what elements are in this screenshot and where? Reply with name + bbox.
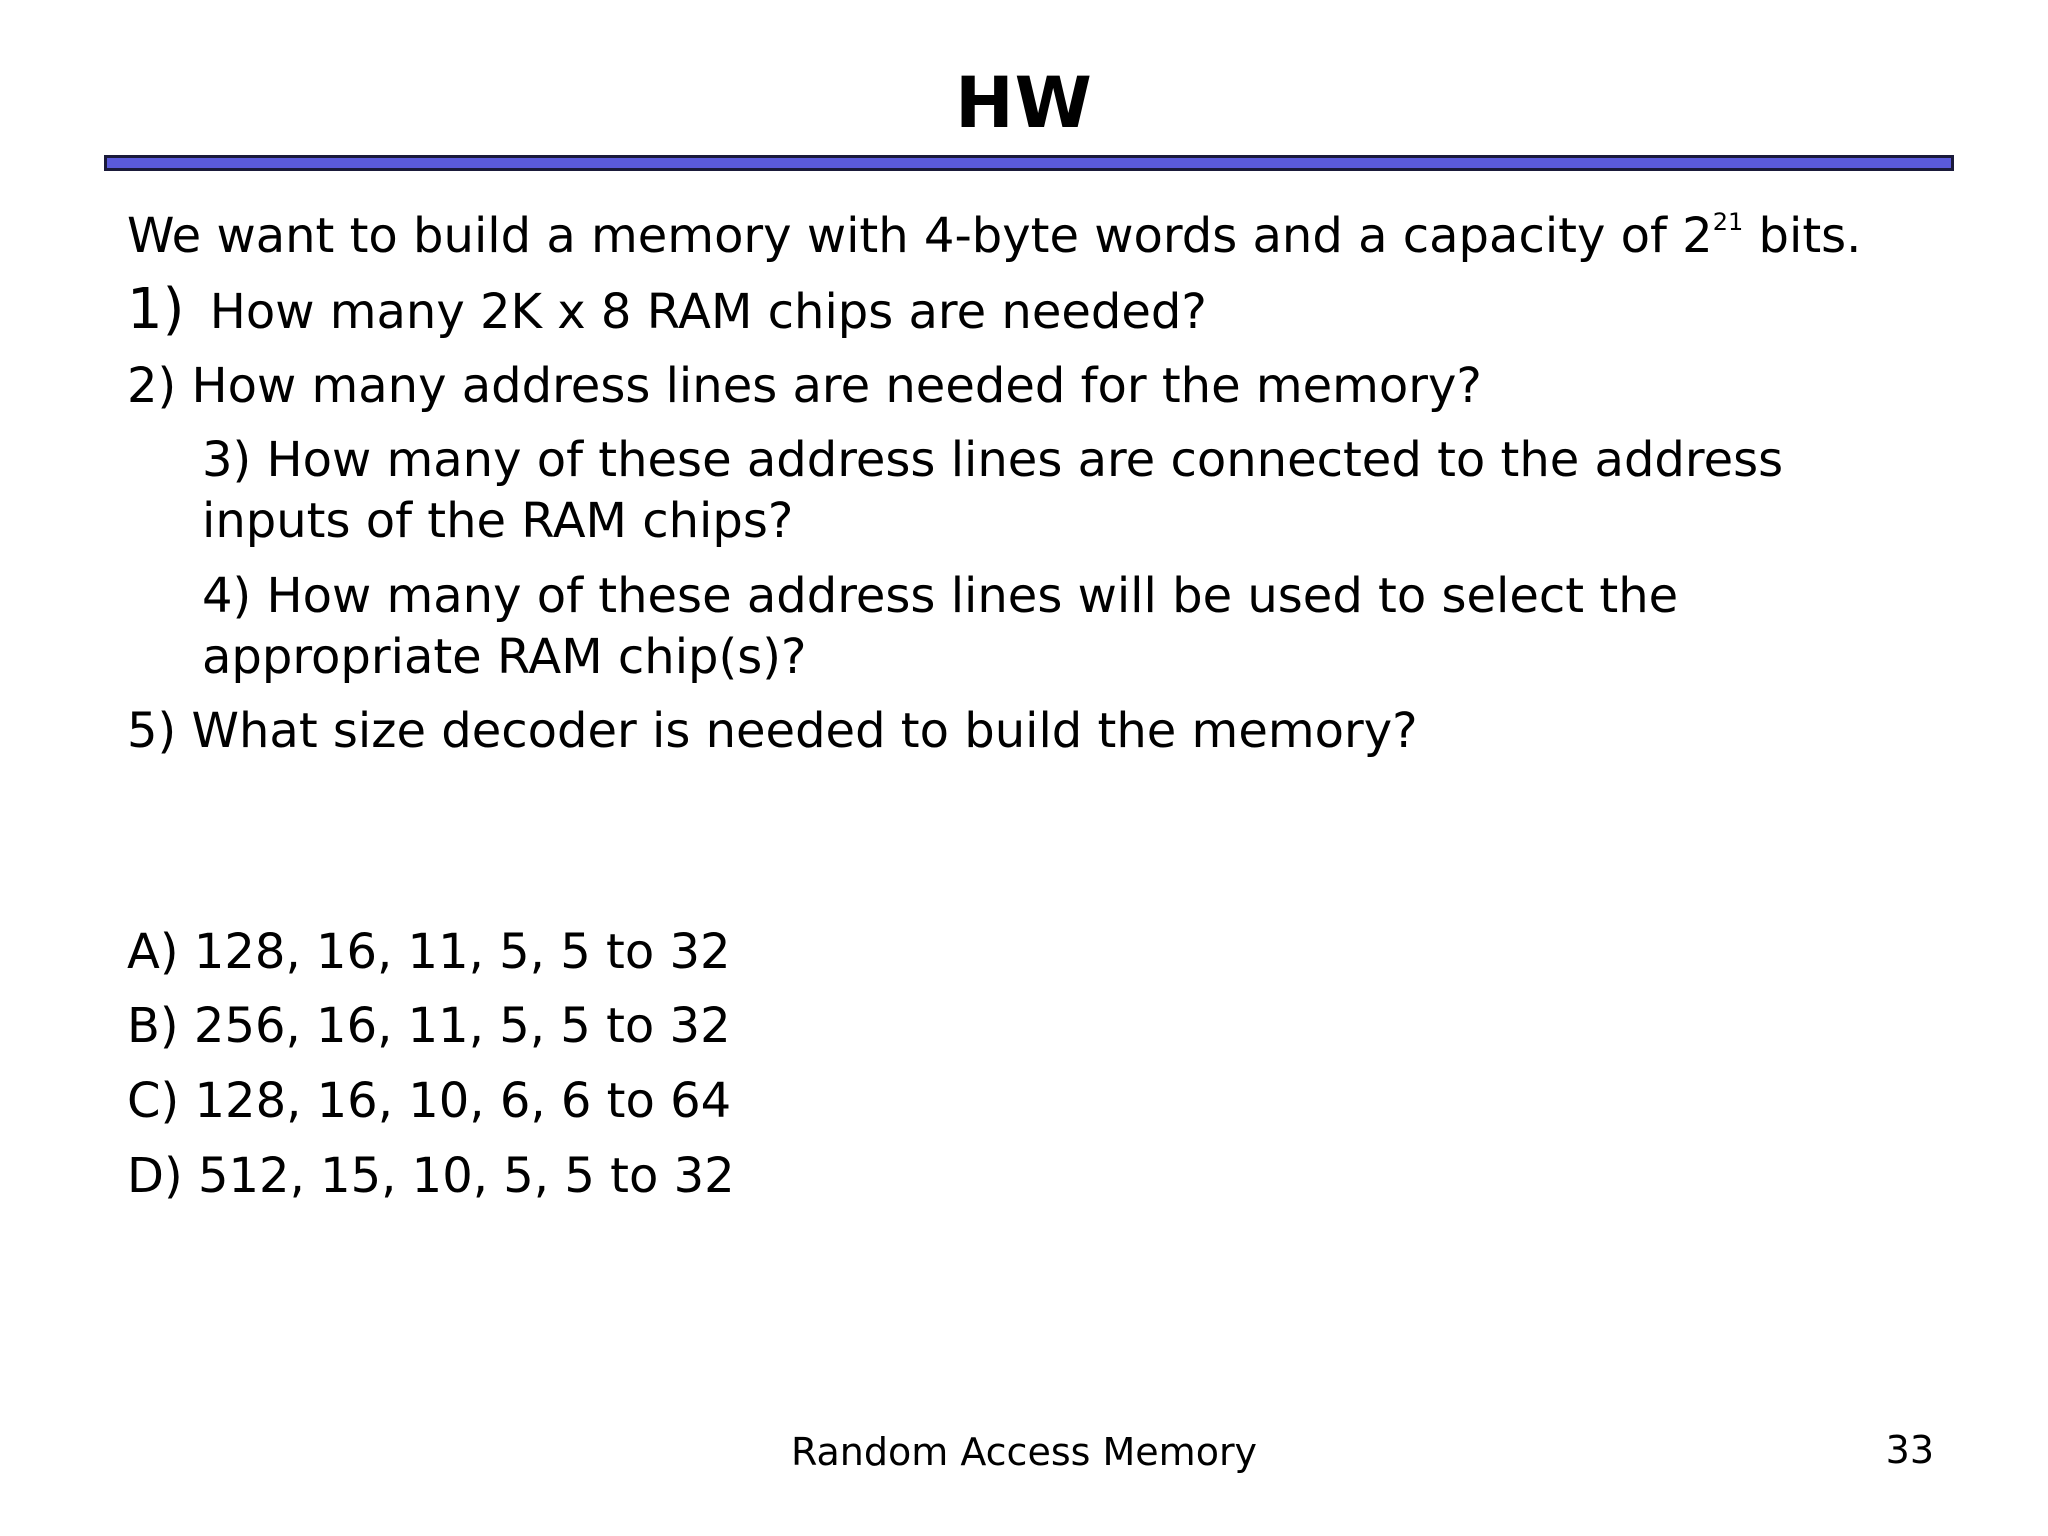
question-4-line-1: 4) How many of these address lines will be used to select the xyxy=(202,568,1679,624)
intro-main-text: We want to build a memory with 4-byte words and a capacity of 2 xyxy=(127,208,1713,264)
intro-exponent: 21 xyxy=(1712,208,1744,236)
footer-title: Random Access Memory xyxy=(790,1430,1258,1474)
option-c: C) 128, 16, 10, 6, 6 to 64 xyxy=(127,1073,732,1129)
option-b: B) 256, 16, 11, 5, 5 to 32 xyxy=(127,998,731,1054)
page-number: 33 xyxy=(1885,1428,1934,1472)
question-3-line-1: 3) How many of these address lines are connected to the address xyxy=(202,432,1784,488)
slide-title: HW xyxy=(955,62,1093,144)
question-1-number: 1) xyxy=(127,277,185,342)
question-2: 2) How many address lines are needed for the memory? xyxy=(127,358,1482,414)
intro-text xyxy=(127,206,1861,266)
option-d: D) 512, 15, 10, 5, 5 to 32 xyxy=(127,1148,735,1204)
question-3-line-2: inputs of the RAM chips? xyxy=(202,493,794,549)
option-a: A) 128, 16, 11, 5, 5 to 32 xyxy=(127,924,731,980)
title-divider xyxy=(104,155,1954,171)
question-1 xyxy=(127,277,1207,342)
question-1-text: How many 2K x 8 RAM chips are needed? xyxy=(209,284,1207,340)
intro-suffix: bits. xyxy=(1743,208,1862,264)
question-5: 5) What size decoder is needed to build the memory? xyxy=(127,703,1418,759)
question-4-line-2: appropriate RAM chip(s)? xyxy=(202,629,807,685)
